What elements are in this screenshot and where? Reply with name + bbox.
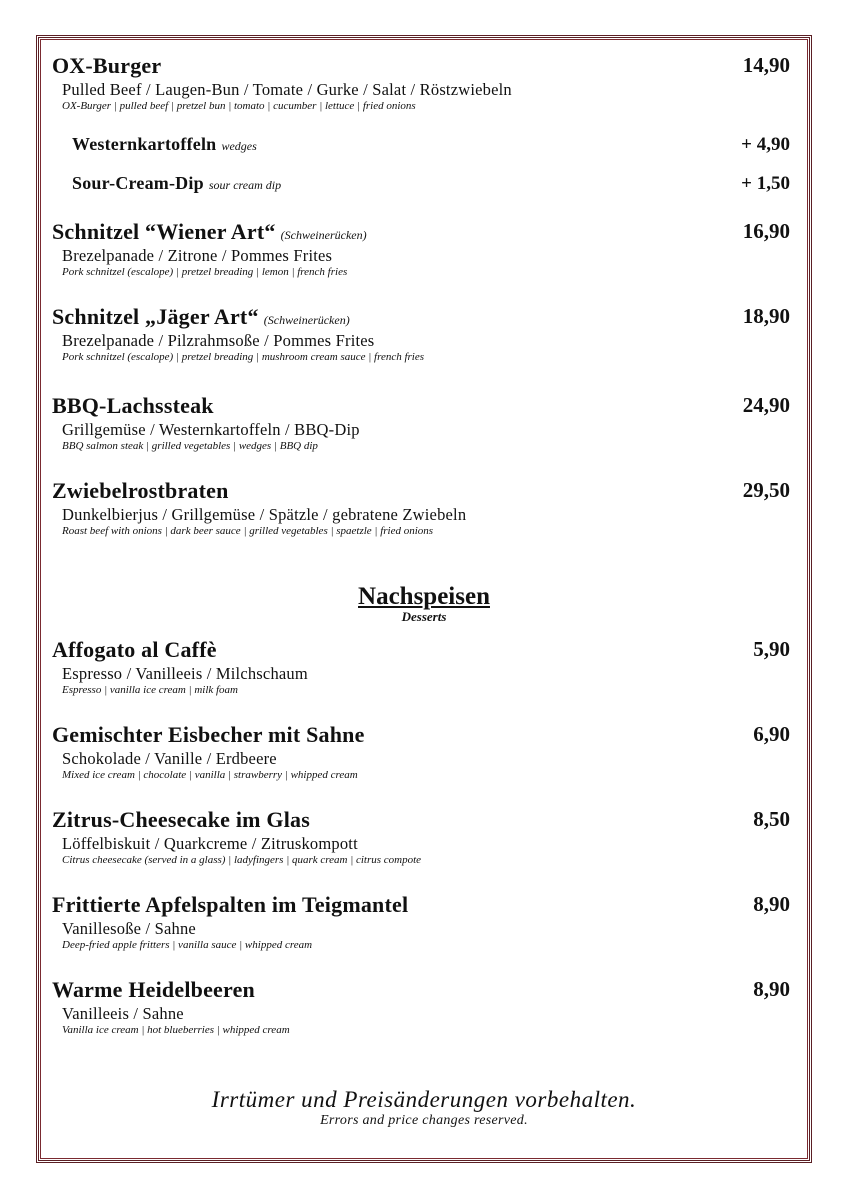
side-note: wedges [221, 139, 257, 153]
item-description: Brezelpanade / Zitrone / Pommes Frites [62, 246, 333, 265]
dessert-item-apfelspalten [52, 892, 790, 951]
item-name: Warme Heidelbeeren [52, 977, 255, 1002]
item-name: Schnitzel „Jäger Art“ [52, 304, 259, 329]
item-description-english: BBQ salmon steak | grilled vegetables | wedges | BBQ dip [62, 440, 318, 452]
menu-footer [0, 1087, 848, 1129]
dessert-item-heidelbeeren [52, 977, 790, 1036]
item-description: Pulled Beef / Laugen-Bun / Tomate / Gurke / Salat / Röstzwiebeln [62, 80, 512, 99]
item-description: Vanilleeis / Sahne [62, 1004, 184, 1023]
side-item-westernkartoffeln [72, 134, 790, 160]
item-price: 8,90 [753, 977, 790, 1001]
item-description: Löffelbiskuit / Quarkcreme / Zitruskompott [62, 834, 358, 853]
item-description-english: Espresso | vanilla ice cream | milk foam [62, 684, 239, 696]
item-description: Brezelpanade / Pilzrahmsoße / Pommes Frites [62, 331, 375, 350]
item-price: 14,90 [742, 53, 790, 77]
side-price: + 1,50 [741, 173, 790, 194]
item-description: Espresso / Vanilleeis / Milchschaum [62, 664, 308, 683]
item-description-english: Pork schnitzel (escalope) | pretzel breading | lemon | french fries [62, 266, 348, 278]
menu-item-schnitzel-wiener [52, 219, 790, 278]
item-price: 6,90 [753, 722, 790, 746]
item-name: Zwiebelrostbraten [52, 478, 229, 503]
item-description: Grillgemüse / Westernkartoffeln / BBQ-Dip [62, 420, 360, 439]
desserts-section-header [0, 583, 848, 625]
menu-item-zwiebelrostbraten [52, 478, 790, 537]
dessert-item-eisbecher [52, 722, 790, 781]
item-description-english: Mixed ice cream | chocolate | vanilla | strawberry | whipped cream [62, 769, 358, 781]
menu-item-bbq-lachssteak [52, 393, 790, 452]
item-price: 18,90 [742, 304, 790, 328]
item-note: (Schweinerücken) [263, 313, 350, 327]
item-description-english: Citrus cheesecake (served in a glass) | ladyfingers | quark cream | citrus compote [62, 854, 422, 866]
item-price: 16,90 [742, 219, 790, 243]
item-description-english: Roast beef with onions | dark beer sauce | grilled vegetables | spaetzle | fried onions [62, 525, 434, 537]
item-name: Gemischter Eisbecher mit Sahne [52, 722, 365, 747]
section-subtitle: Desserts [401, 609, 447, 624]
item-description-english: OX-Burger | pulled beef | pretzel bun | tomato | cucumber | lettuce | fried onions [62, 100, 416, 112]
section-title: Nachspeisen [358, 583, 490, 610]
item-name: BBQ-Lachssteak [52, 393, 214, 418]
disclaimer-english: Errors and price changes reserved. [320, 1113, 528, 1128]
item-description-english: Vanilla ice cream | hot blueberries | whipped cream [62, 1024, 290, 1036]
item-price: 8,50 [753, 807, 790, 831]
item-description: Dunkelbierjus / Grillgemüse / Spätzle / gebratene Zwiebeln [62, 505, 467, 524]
side-name: Sour-Cream-Dip [72, 173, 204, 193]
item-price: 29,50 [742, 478, 790, 502]
item-price: 8,90 [753, 892, 790, 916]
dessert-item-cheesecake [52, 807, 790, 866]
item-description: Schokolade / Vanille / Erdbeere [62, 749, 277, 768]
item-price: 5,90 [753, 637, 790, 661]
menu-item-schnitzel-jaeger [52, 304, 790, 363]
item-name: Schnitzel “Wiener Art“ [52, 219, 276, 244]
dessert-item-affogato [52, 637, 790, 696]
side-note: sour cream dip [208, 178, 282, 192]
item-price: 24,90 [742, 393, 790, 417]
item-description-english: Pork schnitzel (escalope) | pretzel breading | mushroom cream sauce | french fries [62, 351, 425, 363]
side-name: Westernkartoffeln [72, 134, 217, 154]
menu-item-ox-burger [52, 53, 790, 112]
item-description-english: Deep-fried apple fritters | vanilla sauce | whipped cream [62, 939, 313, 951]
side-item-sour-cream-dip [72, 173, 790, 199]
item-name: Frittierte Apfelspalten im Teigmantel [52, 892, 409, 917]
item-note: (Schweinerücken) [280, 228, 367, 242]
disclaimer-german: Irrtümer und Preisänderungen vorbehalten. [211, 1087, 637, 1112]
item-name: Zitrus-Cheesecake im Glas [52, 807, 310, 832]
item-name: OX-Burger [52, 53, 162, 78]
item-description: Vanillesoße / Sahne [62, 919, 196, 938]
item-name: Affogato al Caffè [52, 637, 217, 662]
side-price: + 4,90 [741, 134, 790, 155]
